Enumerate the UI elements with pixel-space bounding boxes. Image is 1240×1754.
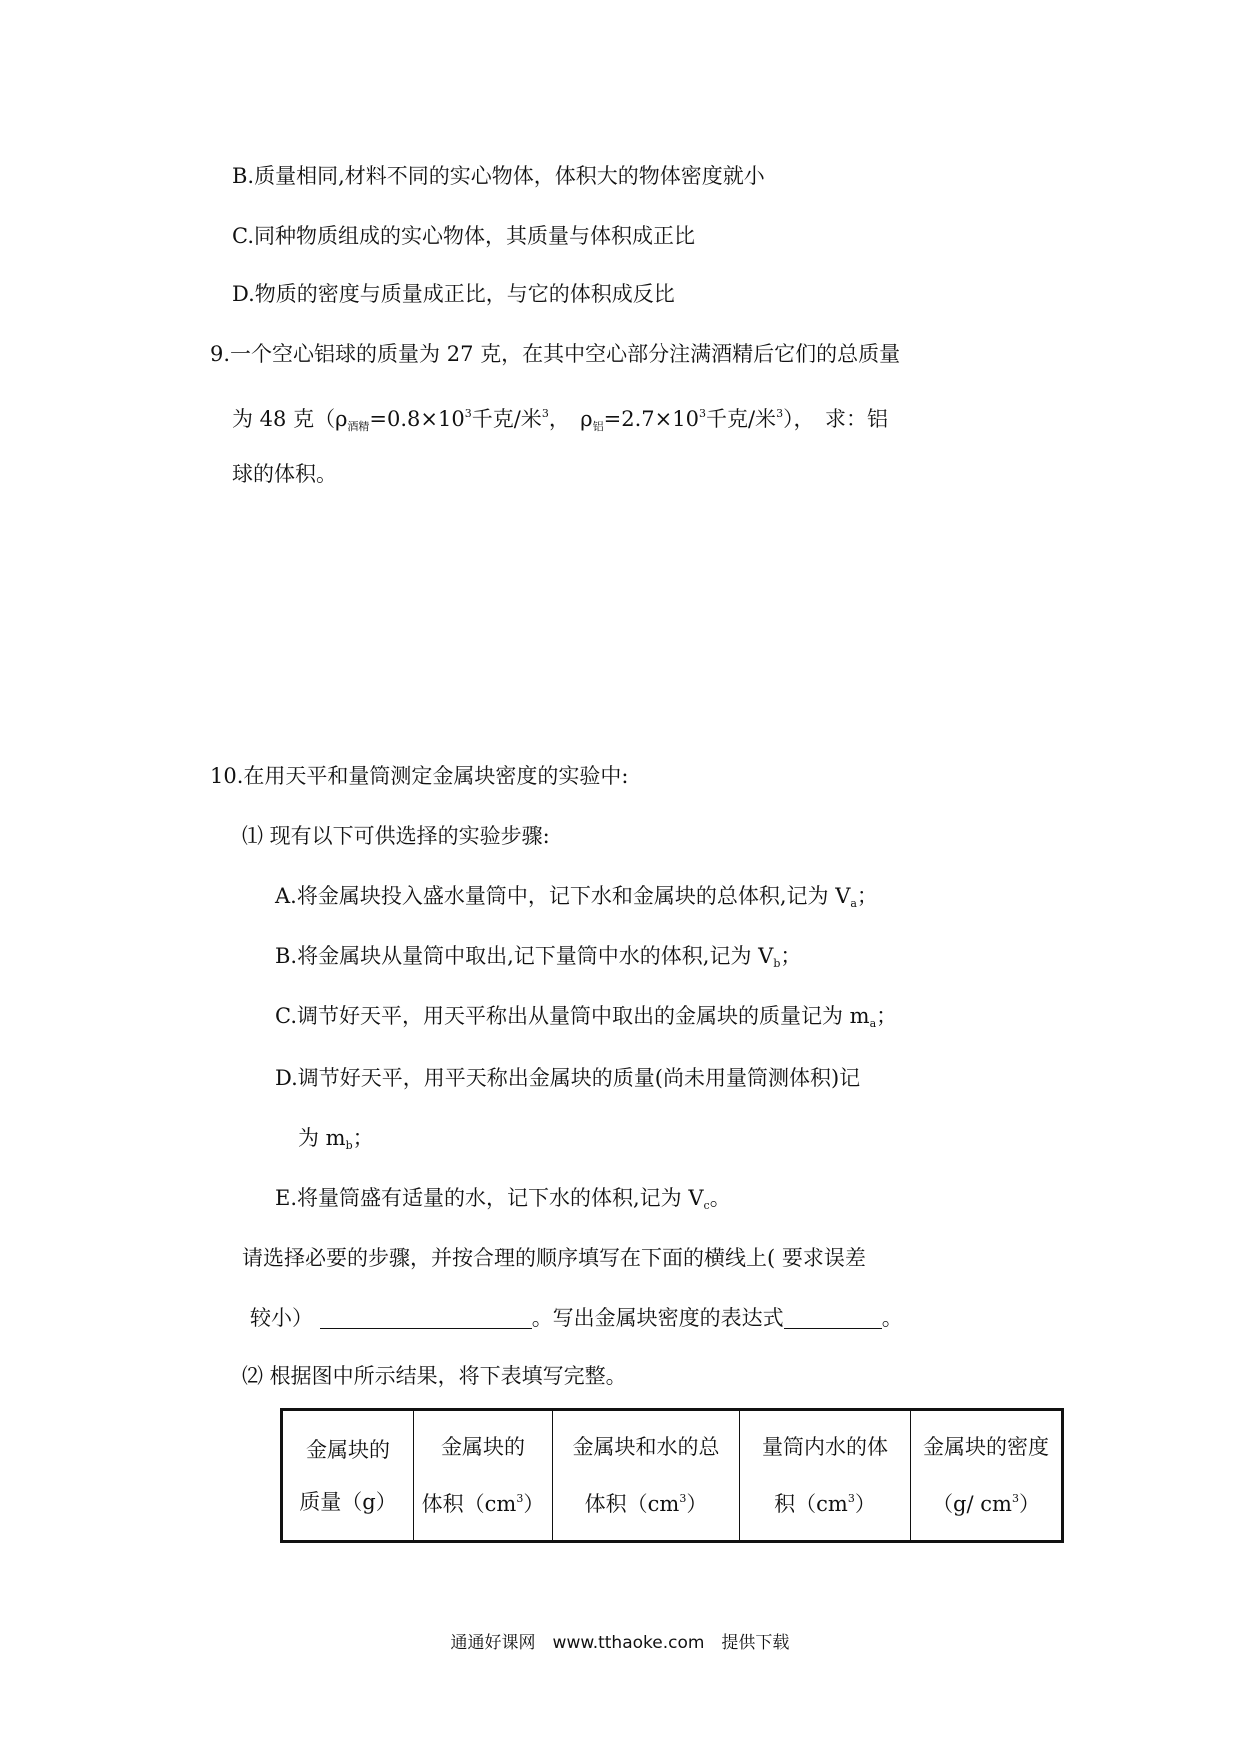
page-footer: 通通好课网 www.tthaoke.com 提供下载 — [450, 1633, 790, 1653]
header-density-line2 — [917, 1473, 1055, 1530]
table-row — [282, 1410, 1063, 1542]
header-mass-line1: 金属块的 — [306, 1437, 390, 1462]
header-density-exp: 3 — [1011, 1492, 1019, 1505]
q10-part-2: ⑵ 根据图中所示结果，将下表填写完整。 — [242, 1364, 627, 1388]
q9-al-value: =2.7×10 — [603, 407, 699, 431]
step-e-text: E.将量筒盛有适量的水，记下水的体积,记为 V — [275, 1186, 704, 1210]
step-d2-text: 为 m — [298, 1126, 346, 1150]
step-d2-end: ； — [352, 1126, 374, 1150]
step-b-text: B.将金属块从量筒中取出,记下量筒中水的体积,记为 V — [275, 944, 774, 968]
step-e-sub: c — [703, 1199, 710, 1212]
steps-order-blank[interactable] — [320, 1306, 532, 1329]
q9-separator: ， ρ — [548, 407, 593, 431]
q9-line2-suffix: ）， 求：铝 — [783, 407, 889, 431]
header-volume-line2 — [420, 1473, 546, 1530]
step-b-sub: b — [773, 957, 781, 970]
header-water-line1: 量筒内水的体 — [762, 1435, 888, 1459]
step-c-sub: a — [869, 1017, 877, 1030]
density-formula-blank[interactable] — [784, 1306, 882, 1329]
header-density-unit: （g/ cm — [932, 1492, 1012, 1516]
q10-step-e — [275, 1184, 731, 1220]
step-c-end: ； — [876, 1004, 898, 1028]
header-total-end: ） — [686, 1492, 708, 1516]
results-table — [280, 1408, 1064, 1543]
q8-option-c: C.同种物质组成的实心物体，其质量与体积成正比 — [232, 224, 695, 248]
q10-part-1: ⑴ 现有以下可供选择的实验步骤: — [242, 824, 550, 848]
header-volume — [414, 1410, 553, 1542]
instr-prefix: 较小） — [250, 1306, 313, 1330]
q9-line-3: 球的体积。 — [232, 462, 337, 486]
header-volume-line1: 金属块的 — [441, 1435, 525, 1459]
q10-title: 10.在用天平和量筒测定金属块密度的实验中: — [210, 764, 629, 788]
q9-alcohol-value: =0.8×10 — [369, 407, 465, 431]
header-density-line1: 金属块的密度 — [923, 1435, 1049, 1459]
q10-step-d: D.调节好天平，用平天称出金属块的质量(尚未用量筒测体积)记 — [275, 1066, 861, 1090]
header-mass — [282, 1410, 414, 1542]
q8-option-d: D.物质的密度与质量成正比，与它的体积成反比 — [232, 282, 675, 306]
header-volume-exp: 3 — [516, 1492, 524, 1505]
step-b-end: ； — [780, 944, 802, 968]
q9-line-1: 9.一个空心铝球的质量为 27 克，在其中空心部分注满酒精后它们的总质量 — [210, 342, 901, 366]
header-total-line2 — [559, 1473, 733, 1530]
q9-exp-c: 3 — [698, 407, 706, 420]
header-water-unit: 积（cm — [774, 1492, 848, 1516]
header-volume-unit: 体积（cm — [421, 1492, 517, 1516]
q9-exp-a: 3 — [464, 407, 472, 420]
step-e-end: 。 — [709, 1186, 731, 1210]
header-mass-line2: 质量（g） — [299, 1489, 397, 1514]
header-volume-end: ） — [523, 1492, 545, 1516]
header-total-line1: 金属块和水的总 — [572, 1435, 720, 1459]
q9-given-prefix: 为 48 克（ρ — [232, 407, 348, 431]
q10-answer-line — [250, 1304, 903, 1332]
q10-instruction: 请选择必要的步骤，并按合理的顺序填写在下面的横线上( 要求误差 — [242, 1246, 866, 1270]
header-total-volume — [553, 1410, 740, 1542]
header-density — [911, 1410, 1063, 1542]
header-water-exp: 3 — [847, 1492, 855, 1505]
instr-end: 。 — [881, 1306, 903, 1330]
header-water-line2 — [746, 1473, 904, 1530]
q10-step-b — [275, 942, 801, 978]
step-a-sub: a — [850, 897, 857, 910]
header-water-end: ） — [854, 1492, 876, 1516]
step-c-text: C.调节好天平，用天平称出从量筒中取出的金属块的质量记为 m — [275, 1004, 870, 1028]
header-density-end: ） — [1018, 1492, 1040, 1516]
q9-unit-a: 千克/米 — [471, 407, 542, 431]
q9-unit-b: 千克/米 — [705, 407, 777, 431]
step-d2-sub: b — [345, 1139, 353, 1152]
q10-step-d-cont — [298, 1124, 374, 1160]
q10-step-a — [275, 882, 878, 918]
q10-step-c — [275, 1002, 897, 1038]
q9-exp-d: 3 — [776, 407, 784, 420]
step-a-end: ； — [856, 884, 878, 908]
instr-middle: 。写出金属块密度的表达式 — [531, 1306, 784, 1330]
q9-exp-b: 3 — [541, 407, 549, 420]
header-total-exp: 3 — [679, 1492, 687, 1505]
header-total-unit: 体积（cm — [584, 1492, 680, 1516]
q9-line-2 — [232, 400, 888, 441]
header-water-volume — [740, 1410, 911, 1542]
step-a-text: A.将金属块投入盛水量筒中，记下水和金属块的总体积,记为 V — [275, 884, 851, 908]
q9-sub-alcohol: 酒精 — [347, 420, 370, 433]
q9-sub-al: 铝 — [592, 420, 604, 433]
q8-option-b: B.质量相同,材料不同的实心物体，体积大的物体密度就小 — [232, 164, 765, 188]
